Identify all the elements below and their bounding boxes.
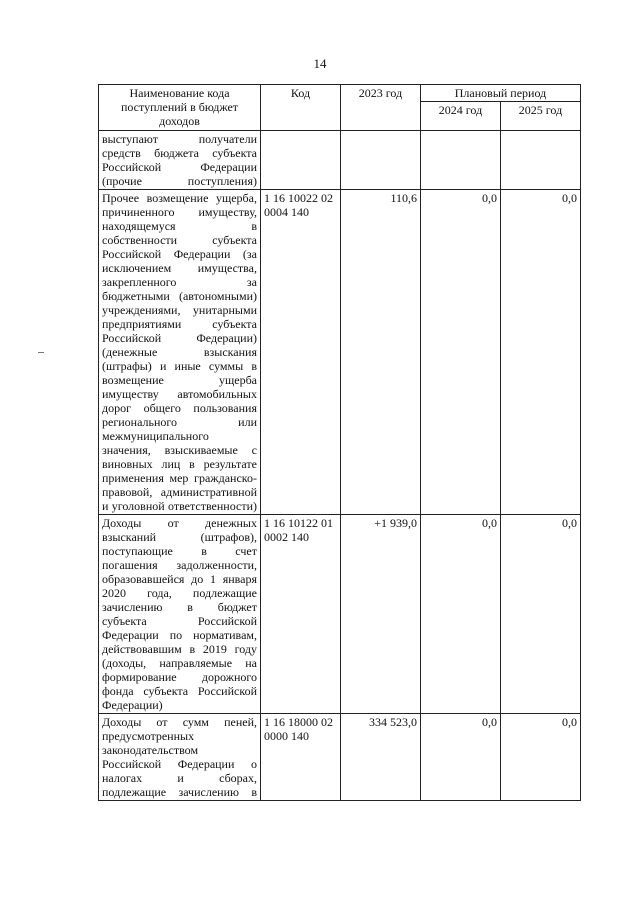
row-value-2025: 0,0 xyxy=(501,714,581,801)
row-value-2025: 0,0 xyxy=(501,515,581,714)
header-name: Наименование кода поступлений в бюджет доходов xyxy=(99,85,261,131)
row-value-2025: 0,0 xyxy=(501,190,581,515)
row-name: Доходы от сумм пеней, предусмотренных законодательством Российской Федерации о налогах и сборах, подлежащие зачислению в xyxy=(99,714,261,801)
header-2024: 2024 год xyxy=(421,102,501,131)
row-name: Доходы от денежных взысканий (штрафов), поступающие в счет погашения задолженности, образовавшейся до 1 января 2020 года, подлежащие зачислению в бюджет субъекта Российской Федерации по нормативам, действовавшим в 2019 году (доходы, направляемые на формирование дорожного фонда субъекта Российской Федерации) xyxy=(99,515,261,714)
row-value-2024: 0,0 xyxy=(421,714,501,801)
row-value-2023: 110,6 xyxy=(341,190,421,515)
row-code: 1 16 10022 02 0004 140 xyxy=(261,190,341,515)
row-code xyxy=(261,131,341,190)
header-2023: 2023 год xyxy=(341,85,421,131)
row-name: выступают получатели средств бюджета субъекта Российской Федерации (прочие поступления) xyxy=(99,131,261,190)
row-code: 1 16 18000 02 0000 140 xyxy=(261,714,341,801)
row-value-2025 xyxy=(501,131,581,190)
table-row xyxy=(99,131,581,190)
table-row xyxy=(99,190,581,515)
row-code: 1 16 10122 01 0002 140 xyxy=(261,515,341,714)
header-planned-period: Плановый период xyxy=(421,85,581,102)
row-value-2024 xyxy=(421,131,501,190)
header-2025: 2025 год xyxy=(501,102,581,131)
header-code: Код xyxy=(261,85,341,131)
page-number: 14 xyxy=(313,56,327,71)
row-value-2024: 0,0 xyxy=(421,515,501,714)
row-value-2023 xyxy=(341,131,421,190)
row-name: Прочее возмещение ущерба, причиненного имуществу, находящемуся в собственности субъекта Российской Федерации (за исключением имущества, закрепленного за бюджетными (автономными) учреждениями, унитарными предприятиями субъекта Российской Федерации) (денежные взыскания (штрафы) и иные суммы в возмещение ущерба имуществу автомобильных дорог общего пользования регионального или межмуниципального значения, взыскиваемые с виновных лиц в результате применения мер гражданско-правовой, административной и уголовной ответственности) xyxy=(99,190,261,515)
row-value-2023: 334 523,0 xyxy=(341,714,421,801)
row-value-2023: +1 939,0 xyxy=(341,515,421,714)
table-row xyxy=(99,515,581,714)
row-value-2024: 0,0 xyxy=(421,190,501,515)
margin-mark xyxy=(38,352,44,353)
revenue-table xyxy=(98,84,581,801)
table-row xyxy=(99,714,581,801)
